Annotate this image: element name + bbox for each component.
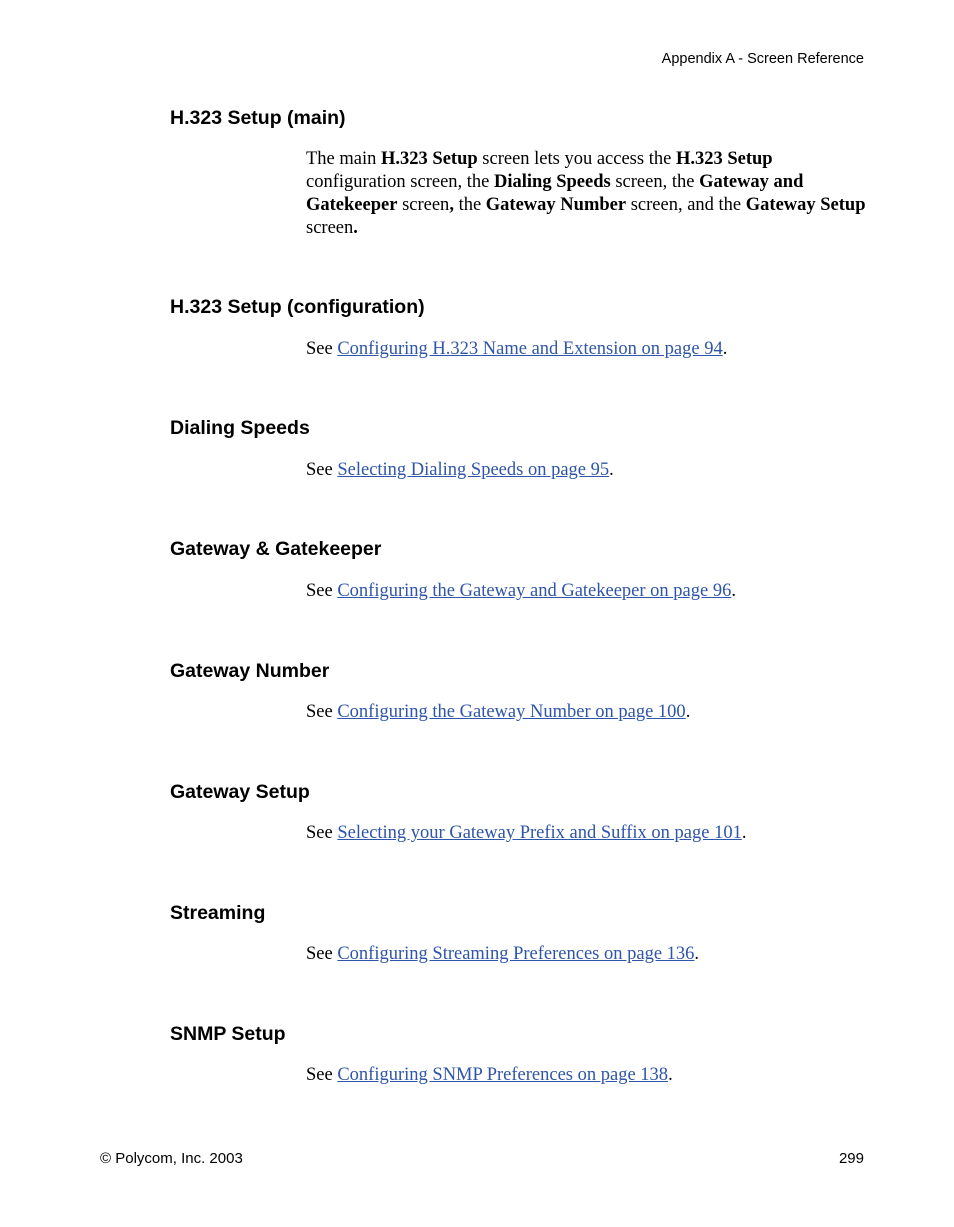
cross-reference-link[interactable]: Selecting Dialing Speeds on page 95: [337, 460, 610, 480]
text-run: See: [306, 339, 338, 359]
bold-term: ,: [449, 195, 454, 215]
text-run: See: [306, 702, 338, 722]
text-run: The main: [306, 149, 382, 169]
section-body-dialing-speeds: [306, 459, 866, 482]
bold-term: H.323 Setup: [675, 149, 773, 169]
text-run: See: [306, 944, 338, 964]
bold-term: .: [353, 218, 358, 238]
bold-term: Gateway and Gatekeeper: [306, 172, 804, 215]
copyright-footer: © Polycom, Inc. 2003: [100, 1150, 243, 1167]
text-run: .: [731, 581, 736, 601]
section-body-h323-main: [306, 148, 866, 240]
text-run: See: [306, 460, 338, 480]
cross-reference-link[interactable]: Selecting your Gateway Prefix and Suffix on page 101: [337, 823, 742, 843]
section-body-h323-configuration: [306, 338, 866, 361]
section-body-streaming: [306, 943, 866, 966]
text-run: .: [741, 823, 747, 843]
text-run: screen lets you access the: [477, 149, 676, 169]
cross-reference-link[interactable]: Configuring the Gateway and Gatekeeper on page 96: [337, 581, 732, 601]
text-run: screen, and the: [626, 195, 746, 215]
page-number: 299: [838, 1150, 864, 1167]
text-run: .: [609, 460, 614, 480]
text-run: See: [306, 1065, 338, 1085]
text-run: See: [306, 581, 338, 601]
bold-term: H.323 Setup: [381, 149, 478, 169]
section-heading-dialing-speeds: Dialing Speeds: [170, 417, 310, 439]
text-run: screen: [306, 218, 354, 238]
section-heading-gateway-number: Gateway Number: [170, 660, 330, 682]
section-body-gateway-gatekeeper: [306, 580, 866, 603]
section-body-snmp-setup: [306, 1064, 866, 1087]
text-run: the: [453, 195, 486, 215]
bold-term: Dialing Speeds: [494, 172, 611, 192]
cross-reference-link[interactable]: Configuring Streaming Preferences on page 136: [337, 944, 695, 964]
section-heading-gateway-gatekeeper: Gateway & Gatekeeper: [170, 538, 382, 560]
cross-reference-link[interactable]: Configuring SNMP Preferences on page 138: [337, 1065, 669, 1085]
running-header: Appendix A - Screen Reference: [661, 51, 864, 67]
text-run: configuration screen, the: [306, 172, 495, 192]
text-run: .: [722, 339, 728, 359]
text-run: .: [668, 1065, 673, 1085]
cross-reference-link[interactable]: Configuring H.323 Name and Extension on page 94: [337, 339, 723, 359]
section-heading-snmp-setup: SNMP Setup: [170, 1023, 286, 1045]
section-heading-h323-main: H.323 Setup (main): [170, 107, 346, 129]
section-heading-streaming: Streaming: [170, 902, 266, 924]
cross-reference-link[interactable]: Configuring the Gateway Number on page 100: [337, 702, 686, 722]
section-body-gateway-setup: [306, 822, 866, 845]
text-run: .: [694, 944, 700, 964]
bold-term: Gateway Number: [485, 195, 627, 215]
section-heading-gateway-setup: Gateway Setup: [170, 781, 310, 803]
bold-term: Gateway Setup: [745, 195, 866, 215]
text-run: screen, the: [610, 172, 700, 192]
text-run: screen: [397, 195, 450, 215]
section-body-gateway-number: [306, 701, 866, 724]
section-heading-h323-configuration: H.323 Setup (configuration): [170, 296, 425, 318]
text-run: See: [306, 823, 338, 843]
text-run: .: [685, 702, 691, 722]
